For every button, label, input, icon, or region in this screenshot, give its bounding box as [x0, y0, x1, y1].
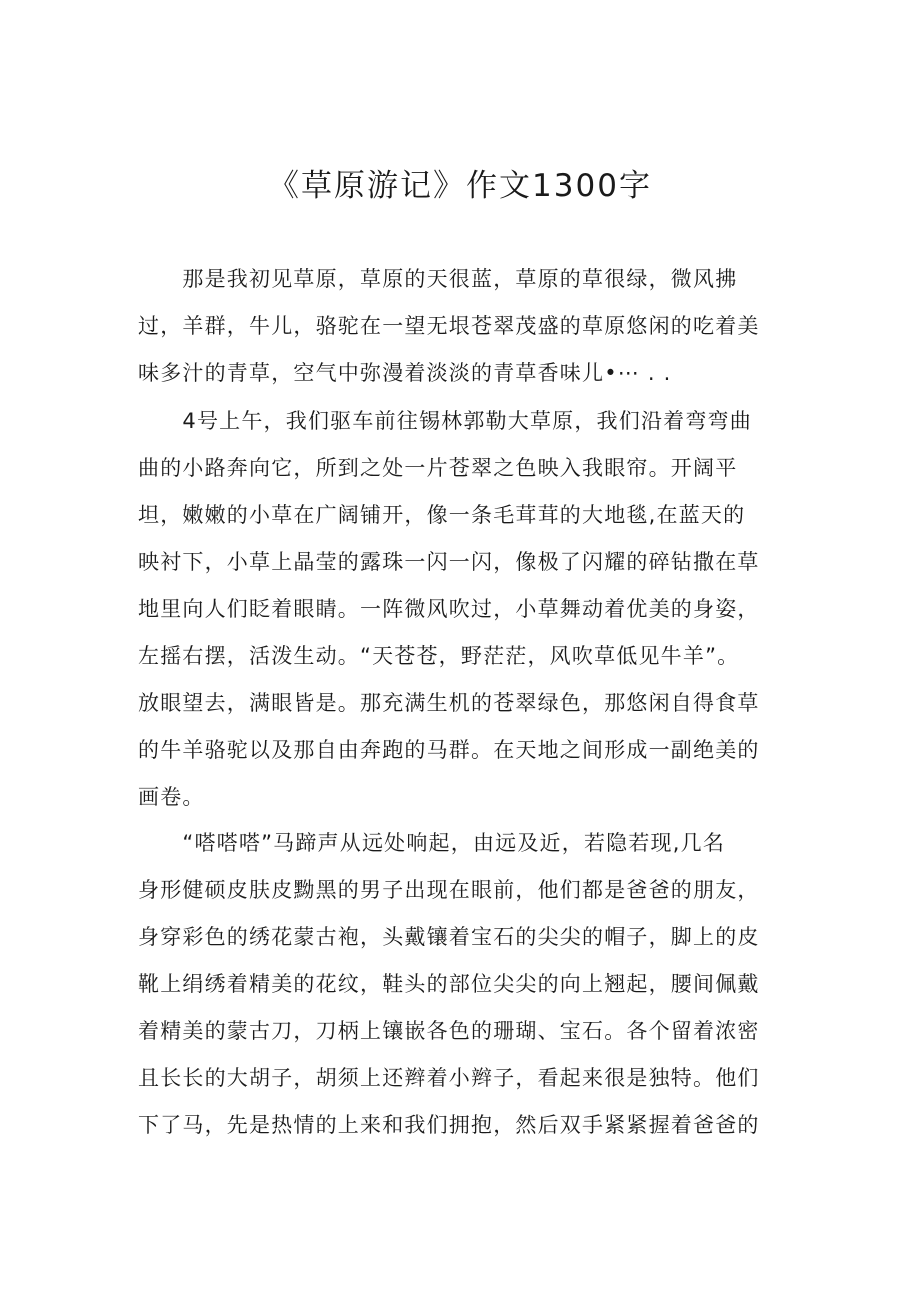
paragraph-line: 曲的小路奔向它，所到之处一片苍翠之色映入我眼帘。开阔平: [138, 456, 738, 480]
paragraph-line: 坦，嫩嫩的小草在广阔铺开，像一条毛茸茸的大地毯,在蓝天的: [138, 503, 746, 527]
paragraph-line: 映衬下，小草上晶莹的露珠一闪一闪，像极了闪耀的碎钻撒在草: [138, 550, 760, 574]
document-title: 《草原游记》作文1300字: [268, 168, 652, 204]
paragraph-line: 画卷。: [138, 785, 205, 809]
paragraph-line: 放眼望去，满眼皆是。那充满生机的苍翠绿色，那悠闲自得食草: [138, 691, 760, 715]
paragraph-line: 过，羊群，牛儿，骆驼在一望无垠苍翠茂盛的草原悠闲的吃着美: [138, 314, 760, 338]
paragraph-3: [138, 820, 798, 1149]
paragraph-line: 身形健硕皮肤皮黝黑的男子出现在眼前，他们都是爸爸的朋友，: [138, 878, 760, 902]
paragraph-line: 靴上绢绣着精美的花纹，鞋头的部位尖尖的向上翘起，腰间佩戴: [138, 972, 760, 996]
paragraph-line: 且长长的大胡子，胡须上还辫着小辫子，看起来很是独特。他们: [138, 1066, 760, 1090]
paragraph-line: 左摇右摆，活泼生动。“天苍苍，野茫茫，风吹草低见牛羊”。: [138, 644, 740, 668]
paragraph-1: [138, 256, 798, 397]
paragraph-line: 味多汁的青草，空气中弥漫着淡淡的青草香味儿•⋯ . .: [138, 361, 672, 385]
paragraph-line: 着精美的蒙古刀，刀柄上镶嵌各色的珊瑚、宝石。各个留着浓密: [138, 1019, 760, 1043]
paragraph-line: 那是我初见草原，草原的天很蓝，草原的草很绿，微风拂: [138, 267, 738, 291]
paragraph-line: “嗒嗒嗒”马蹄声从远处响起，由远及近，若隐若现,几名: [138, 831, 726, 855]
paragraph-line: 4号上午，我们驱车前往锡林郭勒大草原，我们沿着弯弯曲: [138, 409, 752, 433]
paragraph-line: 下了马，先是热情的上来和我们拥抱，然后双手紧紧握着爸爸的: [138, 1113, 760, 1137]
paragraph-line: 身穿彩色的绣花蒙古袍，头戴镶着宝石的尖尖的帽子，脚上的皮: [138, 925, 760, 949]
paragraph-2: [138, 398, 798, 821]
paragraph-line: 的牛羊骆驼以及那自由奔跑的马群。在天地之间形成一副绝美的: [138, 738, 760, 762]
paragraph-line: 地里向人们眨着眼睛。一阵微风吹过，小草舞动着优美的身姿，: [138, 597, 760, 621]
